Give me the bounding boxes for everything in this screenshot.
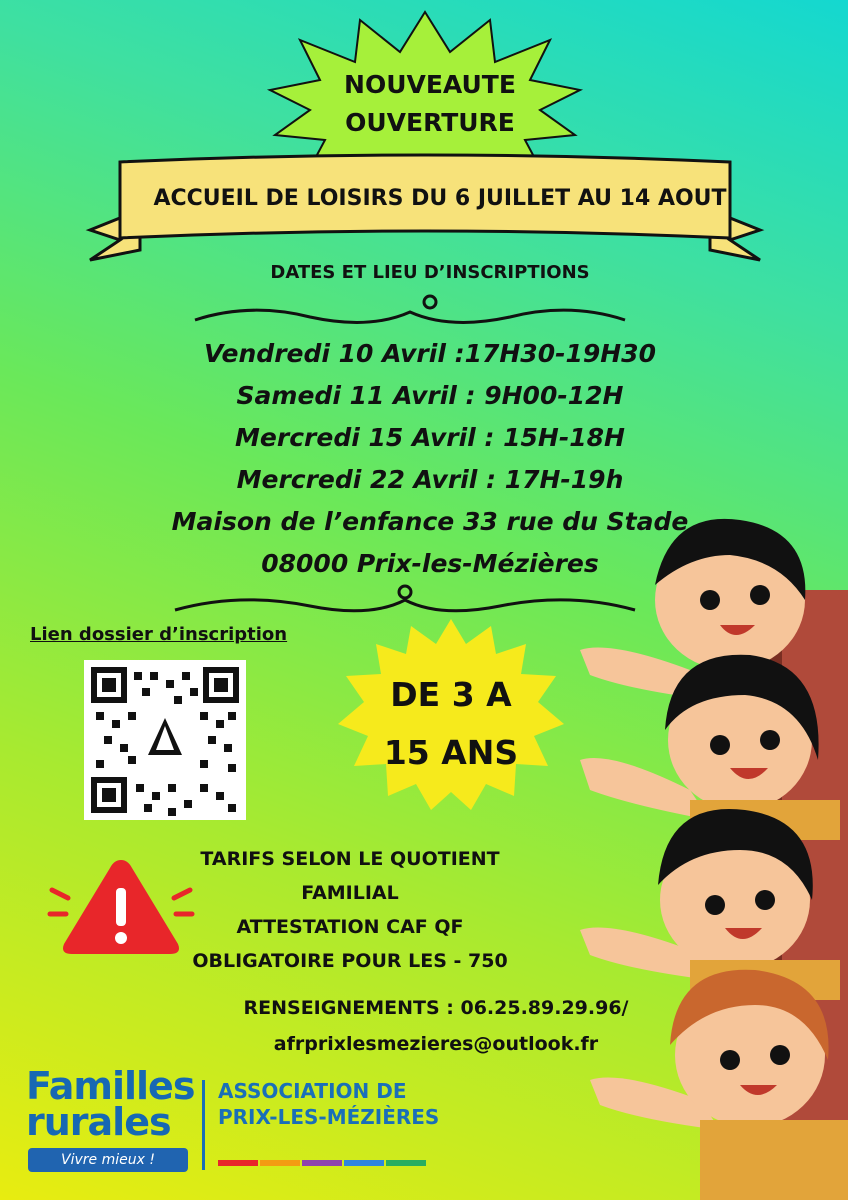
burst-title	[300, 66, 560, 142]
pricing-line: FAMILIAL	[301, 882, 399, 904]
pricing-line: TARIFS SELON LE QUOTIENT	[200, 848, 500, 870]
association-line1: ASSOCIATION DE	[218, 1079, 407, 1103]
burst-line1: NOUVEAUTE	[344, 70, 516, 99]
schedule-line: Mercredi 22 Avril : 17H-19h	[236, 465, 624, 494]
age-range	[346, 666, 556, 782]
color-stripe	[218, 1158, 450, 1168]
dates-title: DATES ET LIEU D’INSCRIPTIONS	[270, 262, 590, 283]
child-4	[590, 970, 848, 1200]
logo-line1: Familles	[26, 1064, 195, 1108]
schedule-line: 08000 Prix-les-Mézières	[261, 549, 599, 578]
schedule-line: Mercredi 15 Avril : 15H-18H	[235, 423, 625, 452]
logo-tagline: Vivre mieux !	[28, 1148, 188, 1172]
qr-code[interactable]	[84, 660, 246, 820]
association-line2: PRIX-LES-MÉZIÈRES	[218, 1105, 440, 1129]
burst-line2: OUVERTURE	[345, 108, 515, 137]
age-line1: DE 3 A	[390, 675, 512, 714]
pricing-line: OBLIGATOIRE POUR LES - 750	[192, 950, 508, 972]
logo-line2: rurales	[26, 1100, 171, 1144]
contact-email[interactable]: afrprixlesmezieres@outlook.fr	[273, 1033, 599, 1055]
ribbon-text: ACCUEIL DE LOISIRS DU 6 JUILLET AU 14 AOUT	[153, 186, 727, 211]
logo-divider	[202, 1080, 205, 1170]
schedule-line: Maison de l’enfance 33 rue du Stade	[171, 507, 689, 536]
pricing-line: ATTESTATION CAF QF	[236, 916, 464, 938]
qr-code-graphic	[84, 660, 246, 820]
children-illustration	[570, 500, 848, 1200]
registration-link-label[interactable]: Lien dossier d’inscription	[30, 624, 288, 645]
age-line2: 15 ANS	[383, 733, 519, 772]
association-name	[218, 1078, 439, 1130]
familles-rurales-logo	[26, 1064, 195, 1144]
divider-top-icon	[190, 292, 630, 332]
schedule-line: Samedi 11 Avril : 9H00-12H	[236, 381, 624, 410]
pricing-info	[160, 842, 540, 978]
contact-phone: RENSEIGNEMENTS : 06.25.89.29.96/	[243, 997, 629, 1019]
schedule-line: Vendredi 10 Avril :17H30-19H30	[204, 339, 656, 368]
